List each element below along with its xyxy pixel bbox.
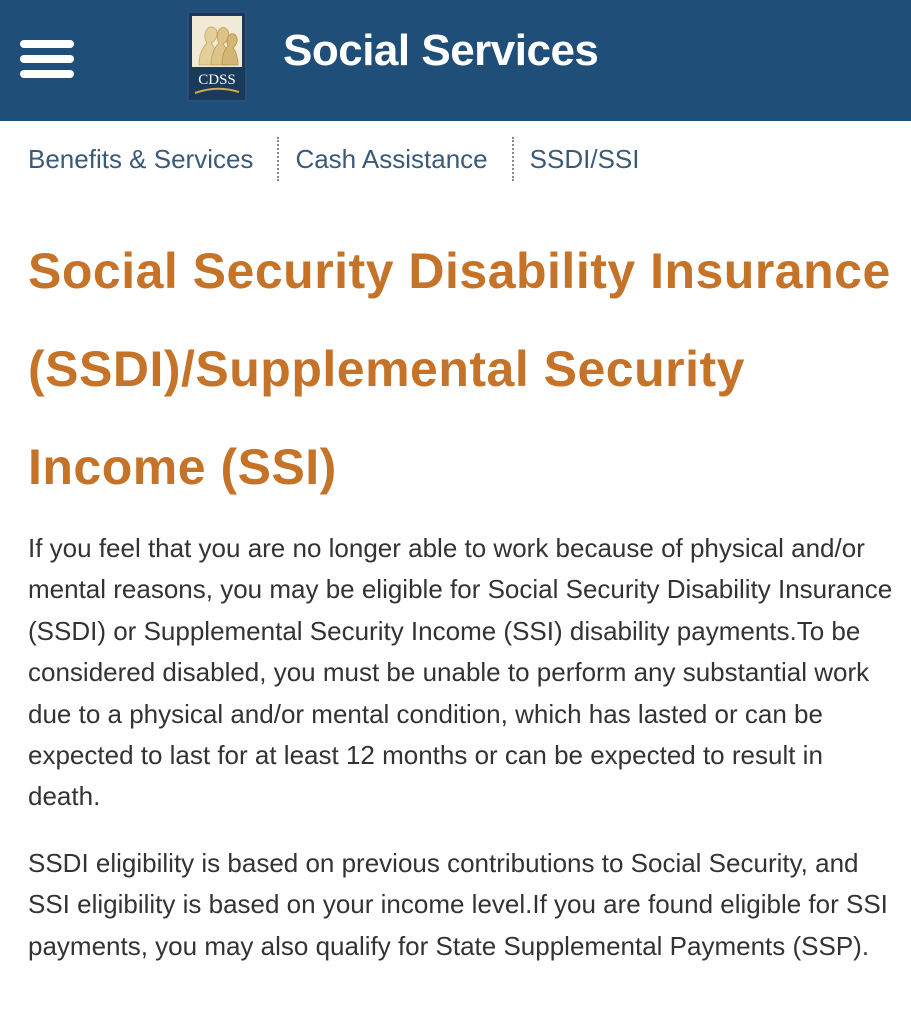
menu-bar-top <box>20 40 74 48</box>
site-header <box>0 0 911 121</box>
eligibility-paragraph: SSDI eligibility is based on previous contributions to Social Security, and SSI eligibility is based on your income level.If you are found eligible for SSI payments, you may also qualify for State Supplemental Payments (SSP). <box>28 848 888 961</box>
breadcrumb-separator <box>512 137 514 181</box>
page-title: Social Security Disability Insurance (SSDI)/Supplemental Security Income (SSI) <box>28 243 891 495</box>
site-title[interactable]: Social Services <box>283 26 599 75</box>
menu-bar-bottom <box>20 70 74 78</box>
breadcrumb-ssdi-ssi[interactable]: SSDI/SSI <box>529 144 640 174</box>
menu-bar-middle <box>20 55 74 63</box>
logo-text: CDSS <box>198 72 236 88</box>
intro-paragraph: If you feel that you are no longer able to work because of physical and/or mental reasons, you may be eligible for Social Security Disability Insurance (SSDI) or Supplemental Security Income (SSI) disability payments.To be considered disabled, you must be unable to perform any substantial work due to a physical and/or mental condition, which has lasted or can be expected to last for at least 12 months or can be expected to result in death. <box>28 533 893 812</box>
breadcrumb-benefits-services[interactable]: Benefits & Services <box>28 144 254 174</box>
hamburger-menu-icon[interactable] <box>20 40 74 78</box>
breadcrumb-separator <box>277 137 279 181</box>
breadcrumb-cash-assistance[interactable]: Cash Assistance <box>295 144 488 174</box>
cdss-logo[interactable] <box>187 11 247 102</box>
breadcrumb <box>0 121 911 197</box>
cdss-logo-icon <box>189 13 245 100</box>
